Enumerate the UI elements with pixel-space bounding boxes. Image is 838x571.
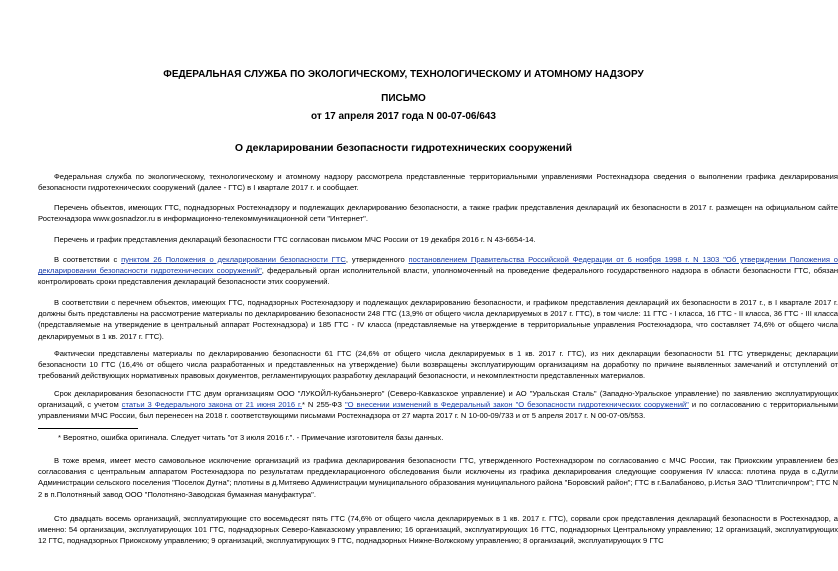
document-type: ПИСЬМО [381, 93, 426, 104]
paragraph-8 [38, 455, 838, 500]
paragraph-2 [38, 202, 838, 224]
paragraph-3 [38, 234, 838, 245]
paragraph-2-text: Перечень объектов, имеющих ГТС, поднадзорных Ростехнадзору и подлежащих декларированию безопасности, а также график представления деклараций их безопасности в 2017 г. размещен на официальном сайте Ростехнадзора www.gosnadzor.ru в информационно-телекоммуникационной сети "Интернет". [38, 203, 838, 224]
paragraph-9 [38, 513, 838, 547]
link-government-decree-1303[interactable]: постановлением Правительства Российской Федерации от 6 ноября 1998 г. N 1303 "Об утверждении Положения о декларировании безопасности гидротехнических сооружений" [38, 255, 838, 276]
paragraph-7-text: Срок декларирования безопасности ГТС двум организациям ООО "ЛУКОЙЛ-Кубаньэнерго" (Северо-Кавказское управление) и АО "Уральская Сталь" (Западно-Уральское управление) по заявлению эксплуатирующих организаций, с учетом [38, 389, 838, 410]
footnote: * Вероятно, ошибка оригинала. Следует читать "от 3 июля 2016 г.". - Примечание изготовителя базы данных. [58, 433, 444, 442]
paragraph-1 [38, 171, 838, 193]
paragraph-3-text: Перечень и график представления деклараций безопасности ГТС согласован письмом МЧС России от 19 декабря 2016 г. N 43-6654-14. [54, 235, 536, 244]
paragraph-5 [38, 297, 838, 342]
paragraph-9-text: Сто двадцать восемь организаций, эксплуатирующие сто восемьдесят пять ГТС (74,6% от общего числа декларируемых в 1 кв. 2017 г. ГТС), сорвали срок представления деклараций безопасности в Ростехнадзор, а именно: 54 организации, эксплуатирующих 101 ГТС, поднадзорных Северо-Кавказскому управлению; 16 организаций, эксплуатирующих 16 ГТС, поднадзорных Центральному управлению; 12 организаций, эксплуатирующих 12 ГТС, поднадзорных Приокскому управлению; 9 организаций, эксплуатирующих 9 ГТС, поднадзорных Нижне-Волжскому управлению; 8 организаций, эксплуатирующих 9 ГТС [38, 514, 838, 546]
link-federal-law-255[interactable]: "О внесении изменений в Федеральный закон "О безопасности гидротехнических сооружений" [344, 400, 689, 410]
paragraph-4-text: , утвержденного [345, 255, 409, 264]
paragraph-7-text: * N 255-ФЗ [302, 400, 345, 410]
paragraph-4 [38, 254, 838, 288]
paragraph-6-text: Фактически представлены материалы по декларированию безопасности 61 ГТС (24,6% от общего числа декларируемых в 1 кв. 2017 г. ГТС), из них декларации безопасности 51 ГТС утверждены; декларации безопасности 10 ГТС (16,4% от общего числа разработанных и представленных на утверждение) были возвращены эксплуатирующим организациям на доработку по причине выявленных замечаний и отступлений от требований действующих нормативных правовых документов, регламентирующих разработку деклараций безопасности, и некомплектности представленных материалов. [38, 349, 838, 381]
paragraph-4-text: В соответствии с [54, 255, 122, 264]
document-date-number: от 17 апреля 2017 года N 00-07-06/643 [311, 111, 496, 122]
paragraph-6 [38, 348, 838, 382]
paragraph-8-text: В тоже время, имеет место самовольное исключение организаций из графика декларирования безопасности ГТС, утвержденного Ростехнадзором по согласованию с МЧС России, так Приокским управлением без согласования с центральным аппаратом Ростехнадзора по результатам преддекларационного обследования были исключены из графика декларирования следующие сооружения IV класса: плотина пруда в с.Дугли Администрации сельского поселения "Поселок Дугна"; плотины в д.Митяево Администрации муниципального образования муниципального района "Боровский район"; ГТС в г.Балабаново, р.Истья ЗАО "Плитспичпром"; ГТС N 2 в п.Полотняный завод ООО "Полотняно-Заводская бумажная мануфактура". [38, 456, 838, 499]
paragraph-7 [38, 388, 838, 422]
agency-title: ФЕДЕРАЛЬНАЯ СЛУЖБА ПО ЭКОЛОГИЧЕСКОМУ, ТЕХНОЛОГИЧЕСКОМУ И АТОМНОМУ НАДЗОРУ [163, 69, 644, 80]
link-federal-law-article-3[interactable]: статьи 3 Федерального закона от 21 июня 2016 г. [121, 400, 302, 410]
paragraph-7-text: и по согласованию с территориальными управлениями МЧС России, был перенесен на 2018 г. соответствующими письмами Ростехнадзора от 27 марта 2017 г. N 10-00-09/733 и от 5 апреля 2017 г. N 00-07-05/553. [38, 400, 838, 421]
document-subject: О декларировании безопасности гидротехнических сооружений [234, 142, 573, 154]
footnote-divider [38, 428, 138, 429]
paragraph-4-text: , федеральный орган исполнительной власти, уполномоченный на проведение федерального государственного надзора в области безопасности ГТС, обязан контролировать сроки представления деклараций безопасности этих сооружений. [38, 266, 838, 287]
paragraph-5-text: В соответствии с перечнем объектов, имеющих ГТС, поднадзорных Ростехнадзору и подлежащих декларированию безопасности, и графиком представления деклараций их безопасности в 2017 г., в I квартале 2017 г. должны быть представлены на рассмотрение материалы по декларированию безопасности 248 ГТС (13,9% от общего числа декларируемых в 2017 г. ГТС), в том числе: 11 ГТС - I класса, 16 ГТС - II класса, 36 ГТС - III класса (представляемые на утверждение в центральный аппарат Ростехнадзора) и 185 ГТС - IV класса (представляемые на утверждение в территориальные управления Ростехнадзора, что составляет 74,6% от общего числа декларируемых в 1 кв. 2017 г. ГТС). [38, 298, 838, 341]
paragraph-1-text: Федеральная служба по экологическому, технологическому и атомному надзору рассмотрела представленные территориальными управлениями Ростехнадзора сведения о выполнении графика декларирования безопасности гидротехнических сооружений (далее - ГТС) в I квартале 2017 г. и сообщает. [38, 172, 838, 193]
link-regulation-point-26[interactable]: пунктом 26 Положения о декларировании безопасности ГТС [121, 255, 346, 264]
